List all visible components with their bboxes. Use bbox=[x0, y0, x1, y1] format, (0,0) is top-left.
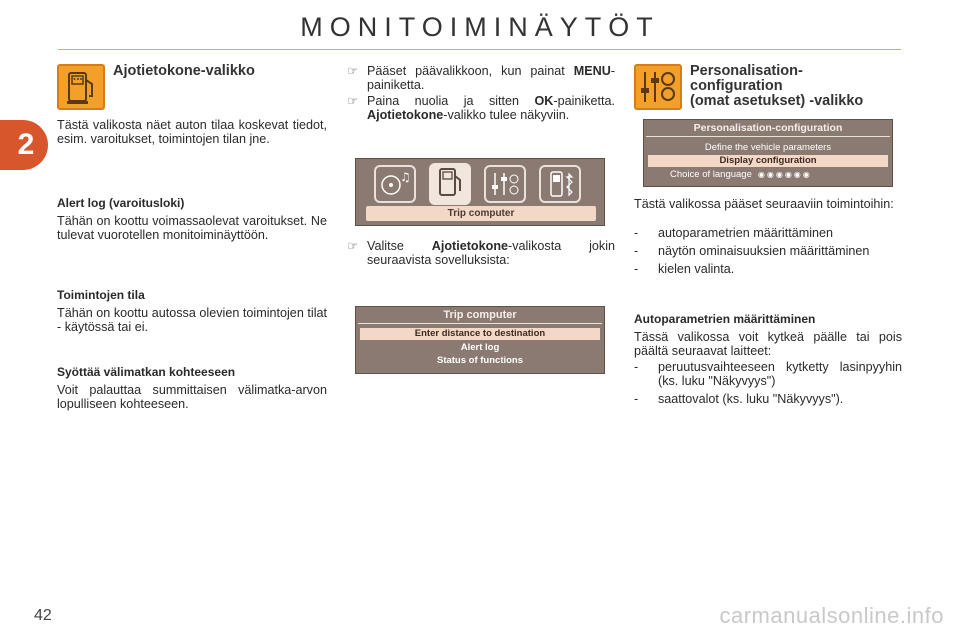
menu-item-enter-distance: Enter distance to destination bbox=[360, 328, 600, 340]
trip-computer-menu-title: Ajotietokone-valikko bbox=[113, 63, 255, 79]
personalisation-icon bbox=[484, 165, 526, 203]
status-functions-heading: Toimintojen tila bbox=[57, 288, 145, 302]
trip-computer-screen bbox=[355, 306, 605, 374]
page-title: MONITOIMINÄYTÖT bbox=[300, 12, 660, 42]
trip-computer-icon bbox=[429, 163, 471, 205]
personalisation-title: Personalisation- configuration (omat asetukset) -valikko bbox=[690, 63, 864, 109]
personalisation-screen-title: Personalisation-configuration bbox=[693, 122, 843, 134]
left-intro: Tästä valikosta näet auton tilaa koskevat tiedot, esim. varoitukset, toimintojen tilan jne. bbox=[57, 118, 327, 146]
menu-item-alert-log: Alert log bbox=[460, 342, 500, 353]
right-feature-list bbox=[634, 226, 902, 280]
hand-pointer-icon: ☞ bbox=[347, 64, 359, 78]
fuel-pump-icon bbox=[57, 64, 105, 110]
instruction-ok: ☞ Paina nuolia ja sitten OK-painiketta. Ajotietokone-valikko tulee näkyviin. bbox=[347, 94, 615, 122]
menu-item-display-configuration: Display configuration bbox=[648, 155, 888, 167]
main-menu-screen bbox=[355, 158, 605, 226]
list-item: - näytön ominaisuuksien määrittäminen bbox=[634, 244, 870, 258]
trip-computer-screen-title: Trip computer bbox=[443, 309, 517, 321]
hand-pointer-icon: ☞ bbox=[347, 239, 359, 253]
audio-icon bbox=[374, 165, 416, 203]
right-intro: Tästä valikossa pääset seuraaviin toimintoihin: bbox=[634, 197, 894, 211]
alert-log-body: Tähän on koottu voimassaolevat varoitukset. Ne tulevat vuorotellen monitoiminäyttöön. bbox=[57, 214, 327, 242]
svg-text:♫: ♫ bbox=[400, 170, 411, 184]
screen-divider bbox=[646, 136, 890, 137]
list-item: - kielen valinta. bbox=[634, 262, 735, 276]
distance-destination-heading: Syöttää välimatkan kohteeseen bbox=[57, 365, 236, 379]
phone-bluetooth-icon bbox=[539, 165, 581, 203]
page-number: 42 bbox=[34, 607, 52, 624]
menu-item-define-parameters: Define the vehicle parameters bbox=[704, 142, 832, 153]
language-flags-icon: ◉◉◉◉◉◉ bbox=[757, 170, 812, 179]
alert-log-heading: Alert log (varoitusloki) bbox=[57, 196, 185, 210]
vehicle-params-list bbox=[634, 360, 902, 410]
chapter-tab[interactable]: 2 bbox=[0, 120, 48, 170]
header-rule bbox=[58, 49, 901, 50]
status-functions-body: Tähän on koottu autossa olevien toimintojen tilat - käytössä tai ei. bbox=[57, 306, 327, 334]
vehicle-params-heading: Autoparametrien määrittäminen bbox=[634, 312, 816, 326]
list-item: - autoparametrien määrittäminen bbox=[634, 226, 834, 240]
menu-item-choice-of-language: Choice of language ◉◉◉◉◉◉ bbox=[670, 169, 812, 180]
list-item: - saattovalot (ks. luku "Näkyvyys"). bbox=[634, 392, 844, 406]
instruction-menu: ☞ Pääset päävalikkoon, kun painat MENU-painiketta. bbox=[347, 64, 615, 92]
watermark: carmanualsonline.info bbox=[719, 603, 944, 628]
vehicle-params-body: Tässä valikossa voit kytkeä päälle tai pois päältä seuraavat laitteet: bbox=[634, 330, 902, 358]
personalisation-screen bbox=[643, 119, 893, 187]
screen-divider bbox=[358, 323, 602, 324]
hand-pointer-icon: ☞ bbox=[347, 94, 359, 108]
list-item: - peruutusvaihteeseen kytketty lasinpyyhin (ks. luku "Näkyvyys") bbox=[634, 360, 902, 388]
instruction-select: ☞ Valitse Ajotietokone-valikosta jokin seuraavista sovelluksista: bbox=[347, 239, 615, 267]
menu-item-status-functions: Status of functions bbox=[436, 355, 524, 366]
menu-selection-label: Trip computer bbox=[366, 206, 596, 221]
distance-destination-body: Voit palauttaa summittaisen välimatka-arvon lopulliseen kohteeseen. bbox=[57, 383, 327, 411]
personalisation-sliders-icon bbox=[634, 64, 682, 110]
